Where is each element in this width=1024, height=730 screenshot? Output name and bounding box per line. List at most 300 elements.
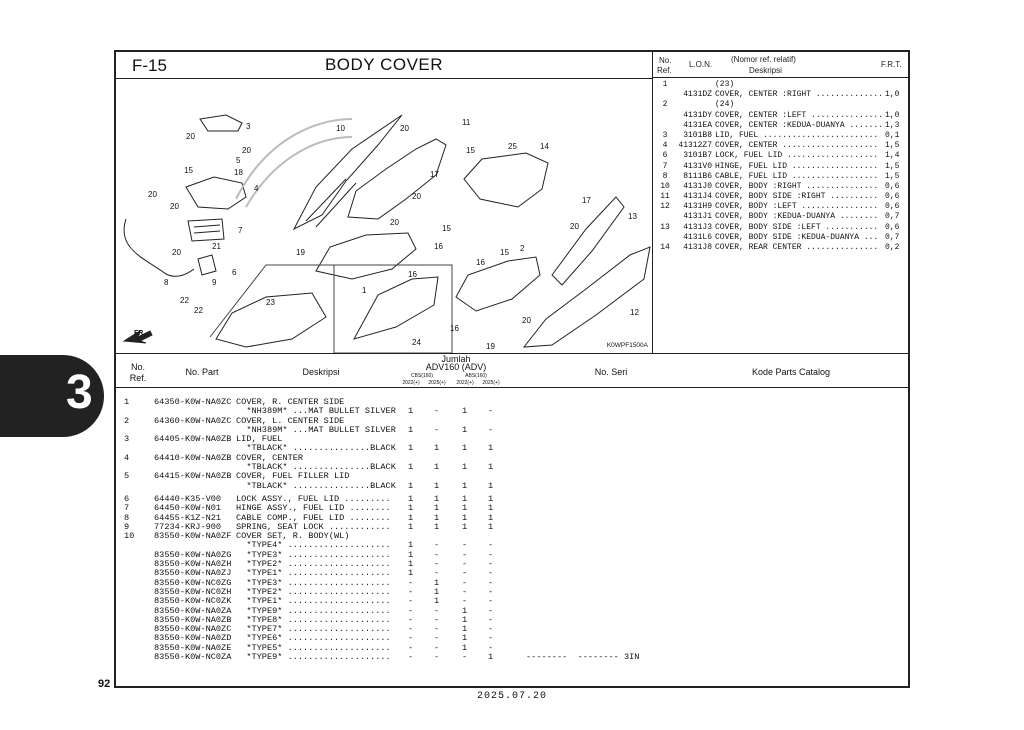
callout: 11	[462, 118, 471, 127]
cable-part	[124, 219, 194, 276]
parts-row	[116, 416, 910, 425]
callout: 19	[296, 248, 305, 257]
parts-q1: 1	[408, 549, 414, 560]
parts-row	[116, 434, 910, 443]
lon-col-desc-top: (Nomor ref. relatif)	[731, 55, 796, 64]
parts-part: 64360-K0W-NA0ZC	[154, 415, 232, 426]
parts-q3: 1	[462, 521, 468, 532]
center-cover-part	[186, 177, 246, 209]
parts-q1: 1	[408, 521, 414, 532]
parts-row	[116, 615, 910, 624]
lon-code: 4131J4	[683, 192, 712, 202]
callout: 20	[390, 218, 399, 227]
lon-no: 14	[660, 243, 670, 252]
parts-ref: 4	[124, 452, 130, 463]
parts-q1: 1	[408, 512, 414, 523]
parts-q1: -	[408, 596, 414, 607]
parts-q3: 1	[462, 512, 468, 523]
lon-row	[653, 223, 911, 233]
parts-desc: *NH389M* ...MAT BULLET SILVER	[236, 406, 396, 417]
callout: 20	[186, 132, 195, 141]
hinge-part	[188, 219, 224, 241]
lon-table-header	[653, 52, 910, 78]
parts-row	[116, 471, 910, 480]
lon-code: 8111B6	[683, 171, 712, 181]
parts-row	[116, 587, 910, 596]
callout: 1	[362, 286, 367, 295]
callout: 25	[508, 142, 517, 151]
parts-desc: COVER, FUEL FILLER LID	[236, 471, 350, 482]
parts-row	[116, 540, 910, 549]
callout: 23	[266, 298, 275, 307]
lon-no: 8	[662, 171, 668, 181]
parts-row	[116, 624, 910, 633]
parts-q1: 1	[408, 559, 414, 570]
lon-frt	[885, 80, 911, 90]
lon-col-no: No.	[659, 56, 672, 65]
parts-q1: 1	[408, 443, 414, 454]
parts-row	[116, 550, 910, 559]
lon-row	[653, 121, 911, 131]
parts-q4: -	[488, 586, 494, 597]
parts-row	[116, 652, 910, 661]
lon-code: 4131EA	[683, 120, 712, 130]
lon-no	[653, 111, 677, 121]
lon-table-body	[653, 80, 911, 253]
parts-q4: -	[488, 605, 494, 616]
col-year-2: 2025(+)	[428, 380, 446, 386]
col-ref: Ref.	[129, 373, 147, 383]
parts-desc: COVER SET, R. BODY(WL)	[236, 531, 350, 542]
parts-q3: 1	[462, 503, 468, 514]
parts-desc: *TBLACK* ...............BLACK	[236, 443, 396, 454]
parts-row	[116, 513, 910, 522]
lon-desc: COVER, REAR CENTER ...............	[715, 243, 879, 252]
callout: 16	[434, 242, 443, 251]
lock-part	[198, 255, 216, 275]
parts-row	[116, 462, 910, 471]
parts-desc: *TYPE1* ....................	[236, 568, 391, 579]
parts-row	[116, 606, 910, 615]
parts-part: 83550-K0W-NA0ZB	[154, 614, 232, 625]
lon-table	[652, 52, 910, 353]
parts-q1: 1	[408, 406, 414, 417]
parts-q1: 1	[408, 493, 414, 504]
parts-q4: -	[488, 540, 494, 551]
lon-frt: 1,4	[885, 151, 900, 161]
parts-q1: -	[408, 605, 414, 616]
parts-row	[116, 503, 910, 512]
parts-part: 64450-K0W-N01	[154, 503, 222, 514]
lon-row	[653, 151, 911, 161]
parts-q2: -	[434, 614, 440, 625]
parts-desc: *TYPE4* ....................	[236, 540, 391, 551]
parts-q2: 1	[434, 512, 440, 523]
parts-desc: *TYPE9* ....................	[236, 652, 391, 663]
lon-code: 4131J0	[683, 181, 712, 191]
front-label: FR.	[134, 330, 146, 337]
callout: 18	[234, 168, 243, 177]
lon-no: 3	[662, 130, 668, 140]
parts-q4: -	[488, 549, 494, 560]
parts-q1: -	[408, 614, 414, 625]
col-year-4: 2025(+)	[482, 380, 500, 386]
callout: 15	[442, 224, 451, 233]
parts-row	[116, 531, 910, 540]
parts-part: 83550-K0W-NA0ZD	[154, 633, 232, 644]
lon-desc: LID, FUEL ........................	[715, 130, 879, 140]
lon-code: 4131DZ	[683, 90, 712, 100]
parts-q2: -	[434, 633, 440, 644]
parts-desc: *TYPE3* ....................	[236, 549, 391, 560]
lon-col-lon: L.O.N.	[689, 60, 713, 69]
parts-ref: 6	[124, 493, 130, 504]
lon-no	[653, 90, 677, 100]
lon-desc: COVER, BODY :LEFT ................	[715, 202, 879, 212]
lon-code: 4131H9	[683, 202, 712, 212]
parts-q1: 1	[408, 503, 414, 514]
callout: 22	[180, 296, 189, 305]
cover-24-part	[354, 277, 438, 339]
parts-part: 83550-K0W-NC0ZK	[154, 596, 232, 607]
lon-code: 4131J1	[683, 212, 712, 222]
callout: 15	[500, 248, 509, 257]
parts-q2: -	[434, 406, 440, 417]
parts-desc: *TYPE2* ....................	[236, 559, 391, 570]
parts-part: 64415-K0W-NA0ZB	[154, 471, 232, 482]
lon-row	[653, 172, 911, 182]
parts-part: 64350-K0W-NA0ZC	[154, 397, 232, 407]
lon-no	[653, 233, 677, 243]
lon-row	[653, 182, 911, 192]
parts-q3: 1	[462, 480, 468, 491]
parts-q2: -	[434, 605, 440, 616]
rear-center-cover-part	[464, 153, 548, 207]
callout: 12	[630, 308, 639, 317]
lon-code: 4131V0	[683, 161, 712, 171]
center-cover-right-part	[316, 233, 416, 279]
callout: 16	[408, 270, 417, 279]
parts-q4: 1	[488, 480, 494, 491]
lon-no: 10	[660, 181, 670, 191]
parts-ref: 7	[124, 503, 130, 514]
parts-ref: 2	[124, 415, 130, 426]
parts-q2: 1	[434, 503, 440, 514]
col-qty-title: Jumlah	[441, 354, 471, 364]
parts-q4: -	[488, 596, 494, 607]
parts-q2: 1	[434, 521, 440, 532]
side-cover-right-part	[348, 139, 446, 219]
lon-desc: COVER, BODY SIDE :RIGHT ..........	[715, 192, 879, 202]
parts-q2: -	[434, 549, 440, 560]
parts-desc: *TYPE1* ....................	[236, 596, 391, 607]
lon-code: 4131L6	[683, 232, 712, 242]
parts-q3: 1	[462, 633, 468, 644]
lon-no: 2	[662, 100, 668, 110]
callout: 15	[184, 166, 193, 175]
col-year-1: 2022(+)	[402, 380, 420, 386]
parts-part: 83550-K0W-NA0ZA	[154, 605, 232, 616]
callout: 20	[170, 202, 179, 211]
lon-row	[653, 80, 911, 90]
parts-ref: 1	[124, 397, 130, 407]
parts-row	[116, 643, 910, 652]
callout: 4	[254, 184, 259, 193]
col-ref-no: No.	[130, 362, 145, 372]
lon-desc: HINGE, FUEL LID ..................	[715, 161, 879, 171]
parts-q4: 1	[488, 652, 494, 663]
parts-q4: -	[488, 568, 494, 579]
parts-q3: -	[462, 559, 468, 570]
parts-ref: 8	[124, 512, 130, 523]
parts-q2: 1	[434, 577, 440, 588]
callout: 17	[430, 170, 439, 179]
parts-q1: 1	[408, 424, 414, 435]
col-serial: No. Seri	[594, 367, 628, 377]
col-description: Deskripsi	[302, 367, 340, 377]
parts-q4: 1	[488, 462, 494, 473]
parts-desc: *TYPE2* ....................	[236, 586, 391, 597]
parts-desc: *TBLACK* ...............BLACK	[236, 462, 396, 473]
lon-frt: 1,0	[885, 110, 900, 120]
parts-part: 83550-K0W-NA0ZF	[154, 531, 232, 542]
page-number: 92	[98, 678, 111, 690]
parts-q3: -	[462, 586, 468, 597]
parts-q1: -	[408, 586, 414, 597]
callout: 16	[450, 324, 459, 333]
lon-frt: 1,0	[885, 90, 900, 100]
lon-row	[653, 233, 911, 243]
parts-desc: LID, FUEL	[236, 434, 283, 445]
lon-row	[653, 202, 911, 212]
lon-col-desc: Deskripsi	[749, 66, 782, 75]
lon-code: 4131J3	[683, 222, 712, 232]
lon-row	[653, 131, 911, 141]
parts-q2: -	[434, 540, 440, 551]
parts-q2: -	[434, 624, 440, 635]
callout: 20	[148, 190, 157, 199]
callout: 20	[412, 192, 421, 201]
lon-no: 12	[660, 202, 670, 212]
parts-row	[116, 443, 910, 452]
catalog-frame	[114, 50, 910, 688]
lon-frt: 0,6	[885, 202, 900, 212]
parts-row	[116, 522, 910, 531]
callout: 15	[466, 146, 475, 155]
parts-q3: 1	[462, 642, 468, 653]
lon-desc: (24)	[715, 100, 735, 110]
lon-row	[653, 90, 911, 100]
figure-code: F-15	[132, 56, 167, 75]
parts-desc: COVER, L. CENTER SIDE	[236, 415, 345, 426]
lon-desc: COVER, BODY :RIGHT ...............	[715, 181, 879, 191]
lon-desc: LOCK, FUEL LID ...................	[715, 151, 879, 161]
callout: 10	[336, 124, 345, 133]
col-abs: ABS(160)	[465, 373, 487, 379]
parts-q2: 1	[434, 596, 440, 607]
lon-frt: 1,5	[885, 171, 900, 181]
lon-code: 3101B8	[683, 130, 712, 140]
lon-frt: 0,7	[885, 212, 900, 222]
parts-q3: -	[462, 568, 468, 579]
parts-row	[116, 397, 910, 406]
parts-row	[116, 596, 910, 605]
parts-desc: *TYPE8* ....................	[236, 614, 391, 625]
figure-title: BODY COVER	[324, 55, 444, 74]
lon-col-ref: Ref.	[657, 66, 672, 75]
callout: 20	[242, 146, 251, 155]
parts-q1: -	[408, 633, 414, 644]
body-cover-left-part	[524, 247, 650, 347]
parts-q4: -	[488, 559, 494, 570]
col-part-no: No. Part	[185, 367, 219, 377]
lon-frt: 1,3	[885, 120, 900, 130]
parts-desc: *TYPE5* ....................	[236, 642, 391, 653]
parts-q2: -	[434, 568, 440, 579]
parts-ref: 10	[124, 531, 135, 542]
parts-desc: SPRING, SEAT LOCK ............	[236, 521, 391, 532]
parts-table-header	[116, 354, 910, 388]
parts-q3: -	[462, 549, 468, 560]
lon-desc: COVER, CENTER :RIGHT ..............	[715, 90, 884, 100]
parts-q1: -	[408, 652, 414, 663]
parts-q4: -	[488, 642, 494, 653]
parts-desc: *TYPE9* ....................	[236, 605, 391, 616]
col-year-3: 2022(+)	[456, 380, 474, 386]
section-tab	[0, 355, 104, 437]
callout: 19	[486, 342, 495, 351]
parts-q3: 1	[462, 624, 468, 635]
parts-q4: 1	[488, 443, 494, 454]
parts-q3: 1	[462, 443, 468, 454]
parts-part: 77234-KRJ-900	[154, 521, 222, 532]
parts-row	[116, 453, 910, 462]
lon-frt: 0,1	[885, 130, 900, 140]
callout: 20	[400, 124, 409, 133]
lon-row	[653, 212, 911, 222]
diagram-code: K0WPF1500A	[606, 342, 648, 349]
parts-q3: -	[462, 577, 468, 588]
parts-q4: 1	[488, 512, 494, 523]
parts-row	[116, 425, 910, 434]
lon-no: 6	[662, 151, 668, 161]
parts-part: 83550-K0W-NC0ZH	[154, 586, 232, 597]
parts-q2: -	[434, 424, 440, 435]
exploded-diagram	[116, 79, 652, 353]
parts-desc: COVER, CENTER	[236, 452, 304, 463]
parts-q1: 1	[408, 568, 414, 579]
print-date: 2025.07.20	[476, 691, 547, 702]
parts-q1: -	[408, 577, 414, 588]
lon-desc: COVER, CENTER ....................	[715, 141, 879, 151]
diagram-drawing	[116, 79, 652, 353]
lon-code	[677, 80, 715, 90]
lon-desc: (23)	[715, 80, 735, 89]
parts-q2: -	[434, 642, 440, 653]
lon-desc: COVER, BODY SIDE :LEFT ...........	[715, 222, 879, 232]
parts-table-body	[116, 397, 910, 661]
title-row	[116, 52, 652, 79]
center-cover-left-part	[456, 257, 540, 311]
callout: 20	[522, 316, 531, 325]
lon-code	[677, 100, 715, 110]
parts-serial: -------- -------- 3IN	[526, 652, 640, 663]
parts-q2: 1	[434, 493, 440, 504]
parts-ref: 5	[124, 471, 130, 482]
parts-q1: 1	[408, 480, 414, 491]
lon-frt: 0,6	[885, 222, 900, 232]
lon-frt: 0,6	[885, 181, 900, 191]
lon-row	[653, 100, 911, 110]
lon-no: 7	[662, 161, 668, 171]
parts-desc: *TYPE6* ....................	[236, 633, 391, 644]
lon-frt	[885, 100, 911, 110]
lon-no: 1	[662, 80, 668, 89]
callout: 14	[540, 142, 549, 151]
callout: 21	[212, 242, 221, 251]
lon-row	[653, 111, 911, 121]
col-cbs: CBS(160)	[411, 373, 433, 379]
parts-q2: -	[434, 559, 440, 570]
parts-q3: 1	[462, 406, 468, 417]
parts-q3: 1	[462, 605, 468, 616]
parts-q2: 1	[434, 586, 440, 597]
parts-q2: 1	[434, 443, 440, 454]
parts-part: 83550-K0W-NC0ZA	[154, 652, 232, 663]
parts-q2: 1	[434, 480, 440, 491]
lon-no: 4	[662, 141, 668, 151]
lon-no: 11	[660, 192, 670, 202]
parts-part: 83550-K0W-NA0ZG	[154, 549, 232, 560]
parts-q3: -	[462, 596, 468, 607]
lon-no	[653, 121, 677, 131]
parts-part: 83550-K0W-NA0ZE	[154, 642, 232, 653]
callout: 8	[164, 278, 169, 287]
lon-desc: COVER, CENTER :KEDUA-DUANYA .......	[715, 120, 884, 130]
callout: 24	[412, 338, 421, 347]
parts-part: 64405-K0W-NA0ZB	[154, 434, 232, 445]
callout: 13	[628, 212, 637, 221]
lon-col-frt: F.R.T.	[881, 60, 902, 69]
callout: 20	[570, 222, 579, 231]
parts-part: 64455-K1Z-N21	[154, 512, 222, 523]
parts-desc: *NH389M* ...MAT BULLET SILVER	[236, 424, 396, 435]
lon-desc: COVER, BODY :KEDUA-DUANYA ........	[715, 212, 879, 222]
lon-row	[653, 192, 911, 202]
col-catalog: Kode Parts Catalog	[751, 367, 831, 377]
parts-q1: -	[408, 624, 414, 635]
parts-desc: *TBLACK* ...............BLACK	[236, 480, 396, 491]
parts-q3: -	[462, 540, 468, 551]
parts-ref: 9	[124, 521, 130, 532]
parts-q4: 1	[488, 503, 494, 514]
parts-q4: -	[488, 406, 494, 417]
lon-code: 4131J8	[683, 243, 712, 252]
callout: 16	[476, 258, 485, 267]
parts-row	[116, 406, 910, 415]
parts-q3: 1	[462, 462, 468, 473]
lon-frt: 0,2	[885, 243, 900, 252]
parts-part: 83550-K0W-NC0ZG	[154, 577, 232, 588]
parts-desc: *TYPE7* ....................	[236, 624, 391, 635]
callout: 3	[246, 122, 251, 131]
parts-row	[116, 481, 910, 490]
parts-q2: 1	[434, 462, 440, 473]
lon-row	[653, 141, 911, 151]
lon-code: 4131DY	[683, 110, 712, 120]
callout: 6	[232, 268, 237, 277]
side-cover-left-part	[552, 197, 624, 285]
